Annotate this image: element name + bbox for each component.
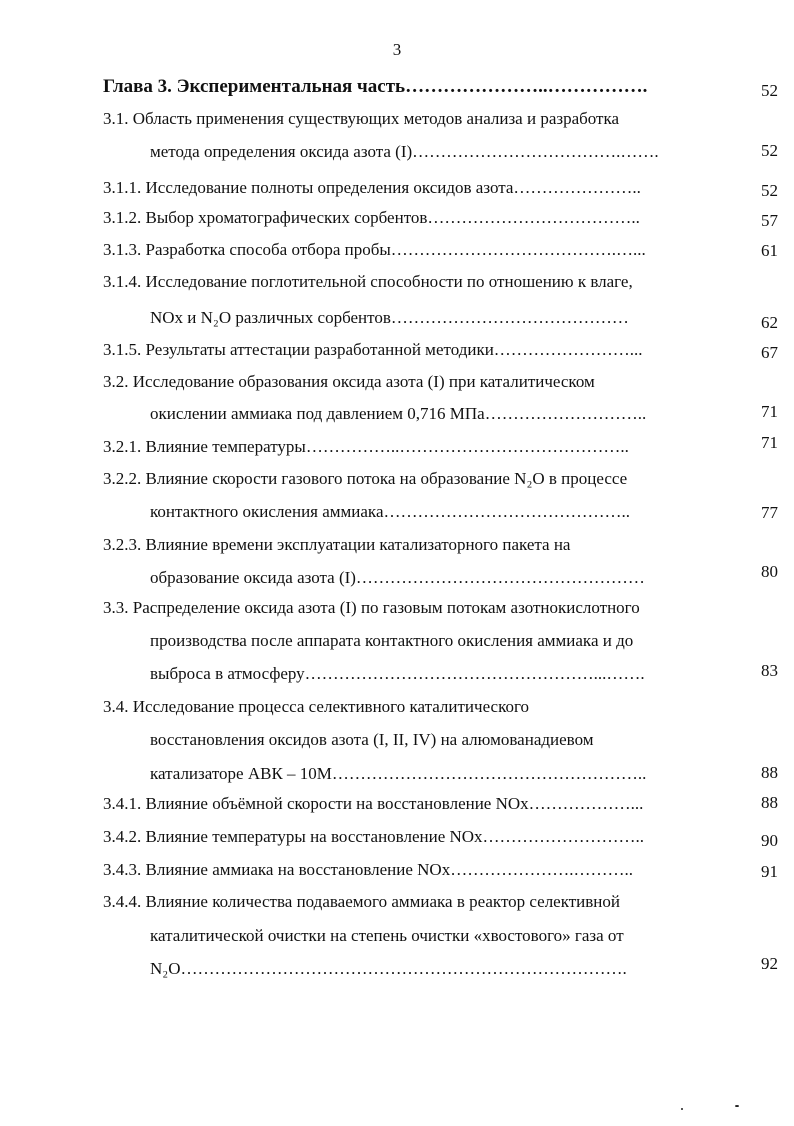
- toc-entry-line: 3.4.4. Влияние количества подаваемого аммиака в реактор селективной: [103, 892, 621, 911]
- toc-page-number: 80: [761, 562, 778, 581]
- toc-entry-line: каталитической очистки на степень очистки «хвостового» газа от: [150, 926, 624, 945]
- toc-page-number: 52: [761, 181, 778, 200]
- toc-entry-line: восстановления оксидов азота (I, II, IV) на алюмованадиевом: [150, 730, 594, 749]
- toc-page-number: 91: [761, 862, 778, 881]
- toc-entry-line: N₂O…………………………………………………………………….: [150, 959, 627, 978]
- toc-page-number: 62: [761, 313, 778, 332]
- page-number: 3: [392, 40, 402, 59]
- toc-entry-line: производства после аппарата контактного окисления аммиака и до: [150, 631, 634, 650]
- toc-entry-line: 3.1.5. Результаты аттестации разработанной методики……………………...: [103, 340, 643, 359]
- scan-speck: [735, 1105, 739, 1107]
- toc-entry-line: 3.2.1. Влияние температуры……………..…………………………………..: [103, 437, 629, 456]
- toc-page-number: 67: [761, 343, 778, 362]
- toc-entry-line: 3.2. Исследование образования оксида азота (I) при каталитическом: [103, 372, 595, 391]
- toc-page-number: 90: [761, 831, 778, 850]
- toc-entry-line: 3.1.3. Разработка способа отбора пробы………………………………….…...: [103, 240, 646, 259]
- toc-page-number: 57: [761, 211, 778, 230]
- toc-page-number: 88: [761, 793, 778, 812]
- toc-page-number: 52: [761, 141, 778, 160]
- toc-entry-line: 3.1.4. Исследование поглотительной способности по отношению к влаге,: [103, 272, 633, 291]
- toc-page-number: 88: [761, 763, 778, 782]
- toc-entry-line: контактного окисления аммиака……………………………………..: [150, 502, 630, 521]
- toc-page-number: 83: [761, 661, 778, 680]
- toc-chapter-title: Глава 3. Экспериментальная часть…………………..…………….: [103, 76, 648, 97]
- toc-entry-line: катализаторе АВК – 10М………………………………………………..: [150, 764, 647, 783]
- scan-speck: [681, 1108, 683, 1110]
- toc-page-number: 77: [761, 503, 778, 522]
- toc-entry-line: 3.1.1. Исследование полноты определения оксидов азота…………………..: [103, 178, 641, 197]
- toc-page-number: 92: [761, 954, 778, 973]
- toc-entry-line: 3.2.3. Влияние времени эксплуатации катализаторного пакета на: [103, 535, 571, 554]
- toc-entry-line: окислении аммиака под давлением 0,716 МПа………………………..: [150, 404, 647, 423]
- toc-page-number: 52: [761, 81, 778, 100]
- toc-entry-line: NOx и N₂O различных сорбентов……………………………………: [150, 308, 629, 327]
- toc-entry-line: 3.4.2. Влияние температуры на восстановление NOx………………………..: [103, 827, 645, 846]
- toc-entry-line: 3.4. Исследование процесса селективного каталитического: [103, 697, 530, 716]
- toc-entry-line: 3.4.3. Влияние аммиака на восстановление NOx………………….………..: [103, 860, 633, 879]
- toc-entry-line: выброса в атмосферу……………………………………………...…….: [150, 664, 645, 683]
- toc-entry-line: образование оксида азота (I)……………………………………………: [150, 568, 645, 587]
- toc-entry-line: 3.2.2. Влияние скорости газового потока на образование N₂O в процессе: [103, 469, 628, 488]
- toc-page-number: 71: [761, 433, 778, 452]
- toc-entry-line: 3.3. Распределение оксида азота (I) по газовым потокам азотнокислотного: [103, 598, 640, 617]
- toc-page-number: 61: [761, 241, 778, 260]
- toc-entry-line: 3.4.1. Влияние объёмной скорости на восстановление NOx………………...: [103, 794, 644, 813]
- toc-page-number: 71: [761, 402, 778, 421]
- toc-entry-line: 3.1. Область применения существующих методов анализа и разработка: [103, 109, 620, 128]
- toc-entry-line: 3.1.2. Выбор хроматографических сорбентов………………………………..: [103, 208, 640, 227]
- toc-entry-line: метода определения оксида азота (I)……………………………….…….: [150, 142, 659, 161]
